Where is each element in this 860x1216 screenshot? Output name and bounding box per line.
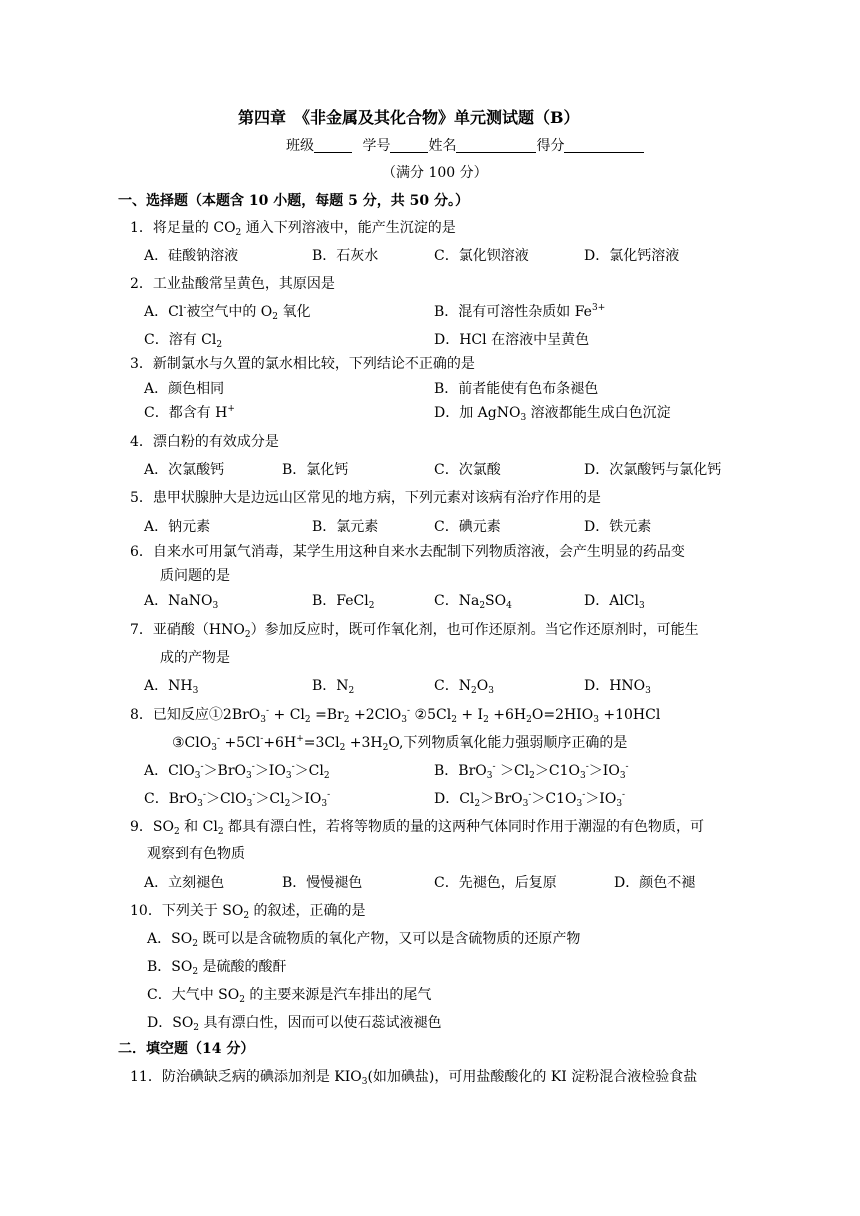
question-7-stem: 7．亚硝酸$(HNO_2)$参加反应时，既可作氧化剂，也可作还原剂。当它作还原剂时，可能生	[130, 622, 699, 640]
question-4-stem: 4．漂白粉的有效成分是	[130, 434, 279, 450]
q9-option-b: B．慢慢褪色	[282, 875, 363, 891]
score-blank[interactable]	[564, 138, 644, 153]
q6-option-b: B．FeCl$_2$	[312, 593, 375, 611]
class-blank[interactable]	[314, 138, 352, 153]
q2-option-a: A．Cl-被空气中的 $O_2$ 氧化	[144, 303, 311, 322]
q7-option-b: B．$N_2$	[312, 678, 355, 696]
section-heading-choice: 一、选择题（本题含 10 小题，每题 5 分，共 50 分。）	[118, 193, 469, 209]
q1-option-d: D．氯化钙溶液	[584, 248, 680, 264]
class-label: 班级	[286, 138, 314, 154]
student-info-line	[286, 138, 644, 153]
q7-option-a: A．$NH_3$	[144, 678, 199, 696]
q5-option-d: D．铁元素	[584, 519, 652, 535]
name-label: 姓名	[428, 138, 457, 154]
question-6-stem-cont: 质问题的是	[160, 568, 230, 584]
score-label: 得分	[536, 138, 565, 154]
question-10-stem: 10．下列关于 $SO_2$ 的叙述，正确的是	[130, 903, 366, 921]
q6-option-d: D．AlCl$_3$	[584, 593, 645, 611]
q4-option-c: C．次氯酸	[434, 462, 501, 478]
q5-option-b: B．氯元素	[312, 519, 379, 535]
page-title: 第四章 《非金属及其化合物》单元测试题（B）	[238, 108, 580, 127]
q8-option-c: C．$BrO_3^->ClO_3^->Cl_2>IO_3^-$	[144, 790, 331, 809]
q6-option-c: C．$Na_2SO_4$	[434, 593, 512, 611]
q1-option-a: A．硅酸钠溶液	[144, 248, 239, 264]
q6-option-a: A．NaNO$_3$	[144, 593, 219, 611]
question-8-stem: 8．已知反应①2BrO$_3$- + $Cl_2 =Br_2 +2ClO_3^-$ $②5Cl_2 + I_2 +6H_2O=2HIO_3 +10HCl$	[130, 706, 661, 725]
student-id-label: 学号	[362, 138, 391, 154]
student-id-blank[interactable]	[390, 138, 428, 153]
q4-option-a: A．次氯酸钙	[144, 462, 225, 478]
q1-subscript: 2	[235, 228, 242, 238]
q8-option-b: B．$BrO_3^- >Cl_2>C1O_3^->IO_3^-$	[434, 762, 629, 781]
q8-option-d: D．$Cl_2>BrO_3^->C1O_3^->IO_3^-$	[434, 790, 626, 809]
question-3-stem: 3．新制氯水与久置的氯水相比较，下列结论不正确的是	[130, 356, 475, 372]
q2-option-d: D．HCl 在溶液中呈黄色	[434, 332, 590, 348]
question-9-stem-cont: 观察到有色物质	[147, 846, 245, 862]
q4-option-b: B．氯化钙	[282, 462, 349, 478]
question-5-stem: 5．患甲状腺肿大是边远山区常见的地方病，下列元素对该病有治疗作用的是	[130, 490, 601, 506]
question-7-stem-cont: 成的产物是	[160, 650, 230, 666]
q3-option-c: C．都含有 H+	[144, 404, 235, 421]
q10-option-a: A．$SO_2$ 既可以是含硫物质的氧化产物，又可以是含硫物质的还原产物	[147, 931, 581, 949]
question-11-stem: 11．防治碘缺乏病的碘添加剂是 $KIO_3$(如加碘盐)，可用盐酸酸化的 KI 淀粉混合液检验食盐	[130, 1069, 698, 1087]
q5-option-a: A．钠元素	[144, 519, 211, 535]
q4-option-d: D．次氯酸钙与氯化钙	[584, 462, 722, 478]
q1-option-c: C．氯化钡溶液	[434, 248, 529, 264]
q10-option-c: C．大气中 $SO_2$ 的主要来源是汽车排出的尾气	[147, 987, 432, 1005]
q10-option-b: B．$SO_2$ 是硫酸的酸酐	[147, 959, 287, 977]
q10-option-d: D．$SO_2$ 具有漂白性，因而可以使石蕊试液褪色	[147, 1015, 442, 1033]
q1-text: 1．将足量的 CO	[130, 220, 236, 236]
q1-text-2: 通入下列溶液中，能产生沉淀的是	[241, 220, 456, 236]
q3-option-d: D．加 AgNO$_3$ 溶液都能生成白色沉淀	[434, 405, 671, 423]
question-6-stem: 6．自来水可用氯气消毒，某学生用这种自来水去配制下列物质溶液，会产生明显的药品变	[130, 544, 685, 560]
q8-option-a: A．$ClO_3^->BrO_3^->IO_3^->Cl_2$	[144, 762, 330, 781]
q5-option-c: C．碘元素	[434, 519, 501, 535]
q7-option-c: C．$N_2O_3$	[434, 678, 494, 696]
question-1-stem	[130, 220, 456, 238]
question-9-stem: 9．$SO_2$ 和 $Cl_2$ 都具有漂白性，若将等物质的量的这两种气体同时作用于潮湿的有色物质，可	[130, 819, 704, 837]
question-8-stem-cont: ③ClO$_3$- $+5Cl^-+6H^+=3Cl_2 +3H_2O$,下列物质氧化能力强弱顺序正确的是	[172, 734, 628, 753]
q3-option-a: A．颜色相同	[144, 381, 225, 397]
name-blank[interactable]	[456, 138, 536, 153]
q9-option-c: C．先褪色，后复原	[434, 875, 557, 891]
q3-option-b: B．前者能使有色布条褪色	[434, 381, 599, 397]
q2-option-c: C．溶有 $Cl_2$	[144, 332, 223, 350]
q9-option-d: D．颜色不褪	[614, 875, 696, 891]
q7-option-d: D．$HNO_3$	[584, 678, 651, 696]
q9-option-a: A．立刻褪色	[144, 875, 225, 891]
section-heading-fill: 二．填空题（14 分）	[118, 1041, 255, 1057]
full-score: （满分 100 分）	[382, 165, 488, 181]
q1-option-b: B．石灰水	[312, 248, 379, 264]
q2-option-b: B．混有可溶性杂质如 $Fe^{3+}$	[434, 303, 606, 320]
question-2-stem: 2．工业盐酸常呈黄色，其原因是	[130, 276, 335, 292]
